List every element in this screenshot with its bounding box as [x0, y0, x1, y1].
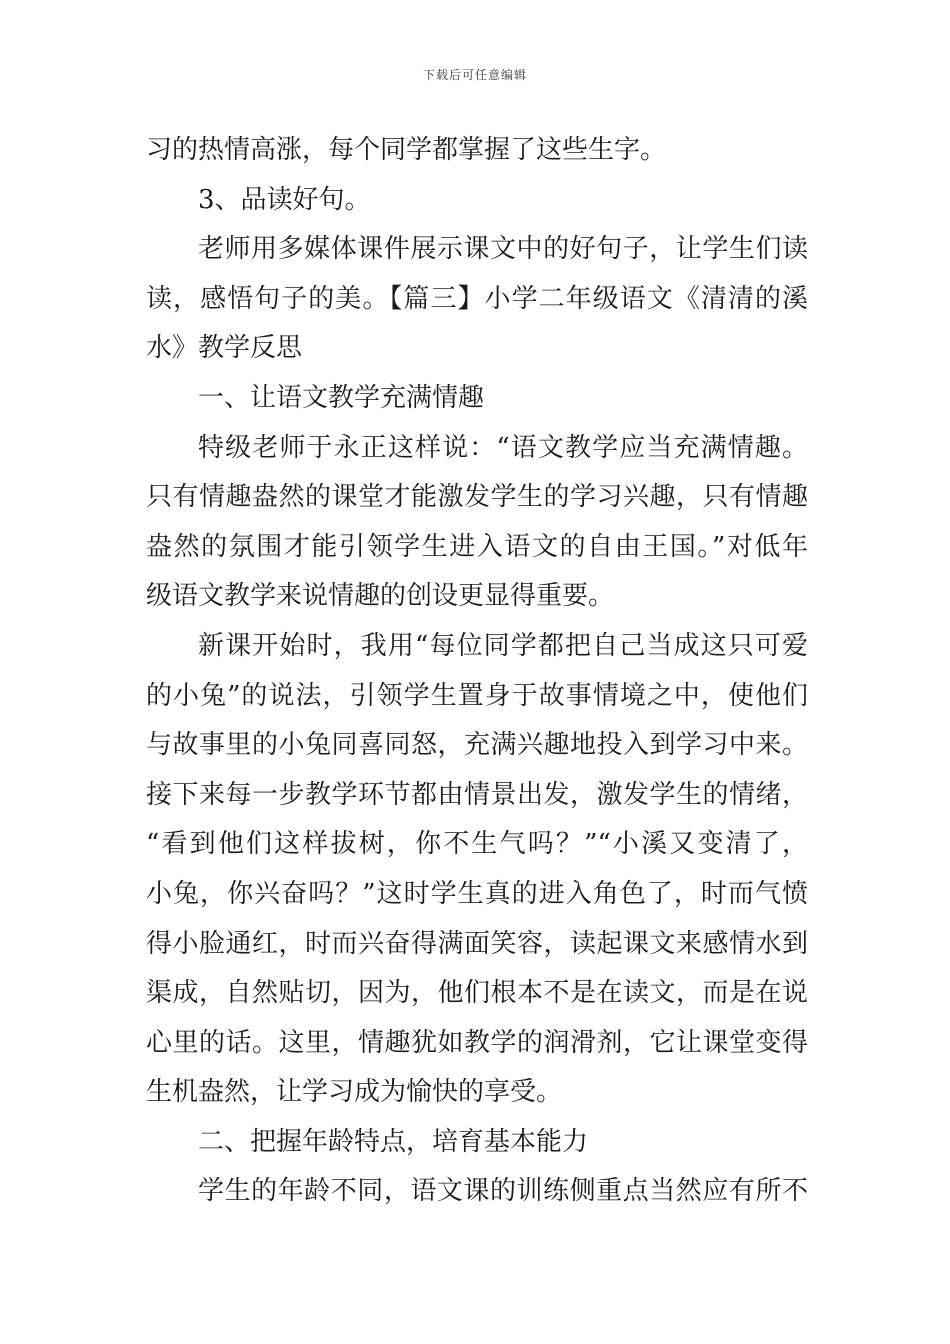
- text-line: 级语文教学来说情趣的创设更显得重要。: [146, 581, 615, 612]
- text-line: 心里的话。这里，情趣犹如教学的润滑剂，它让课堂变得: [146, 1027, 808, 1058]
- text-line: 特级老师于永正这样说：“语文教学应当充满情趣。: [198, 432, 808, 463]
- text-line: 生机盎然，让学习成为愉快的享受。: [146, 1077, 563, 1108]
- text-line: 小兔，你兴奋吗？”这时学生真的进入角色了，时而气愤: [146, 878, 808, 909]
- text-line: 接下来每一步教学环节都由情景出发，激发学生的情绪，: [146, 779, 808, 810]
- text-line: 渠成，自然贴切，因为，他们根本不是在读文，而是在说: [146, 978, 808, 1009]
- page-header-note: 下载后可任意编辑: [422, 68, 527, 82]
- text-line: 3、品读好句。: [198, 184, 371, 215]
- text-line: 读，感悟句子的美。【篇三】小学二年级语文《清清的溪: [146, 283, 808, 314]
- text-line: 只有情趣盎然的课堂才能激发学生的学习兴趣，只有情趣: [146, 482, 808, 513]
- section-heading: 二、把握年龄特点，培育基本能力: [198, 1126, 589, 1157]
- text-line: “看到他们这样拔树，你不生气吗？”“小溪又变清了，: [146, 829, 808, 860]
- text-line: 水》教学反思: [146, 333, 303, 364]
- text-line: 的小兔”的说法，引领学生置身于故事情境之中，使他们: [146, 680, 808, 711]
- text-line: 习的热情高涨，每个同学都掌握了这些生字。: [146, 135, 667, 165]
- text-line: 老师用多媒体课件展示课文中的好句子，让学生们读: [198, 234, 808, 265]
- document-body: [146, 126, 808, 1217]
- text-line: 新课开始时，我用“每位同学都把自己当成这只可爱: [198, 630, 808, 661]
- section-heading: 一、让语文教学充满情趣: [198, 382, 485, 413]
- text-line: 盎然的氛围才能引领学生进入语文的自由王国。”对低年: [146, 531, 808, 562]
- text-line: 学生的年龄不同，语文课的训练侧重点当然应有所不: [198, 1176, 808, 1207]
- text-line: 与故事里的小兔同喜同怒，充满兴趣地投入到学习中来。: [146, 730, 808, 761]
- text-line: 得小脸通红，时而兴奋得满面笑容，读起课文来感情水到: [146, 928, 808, 959]
